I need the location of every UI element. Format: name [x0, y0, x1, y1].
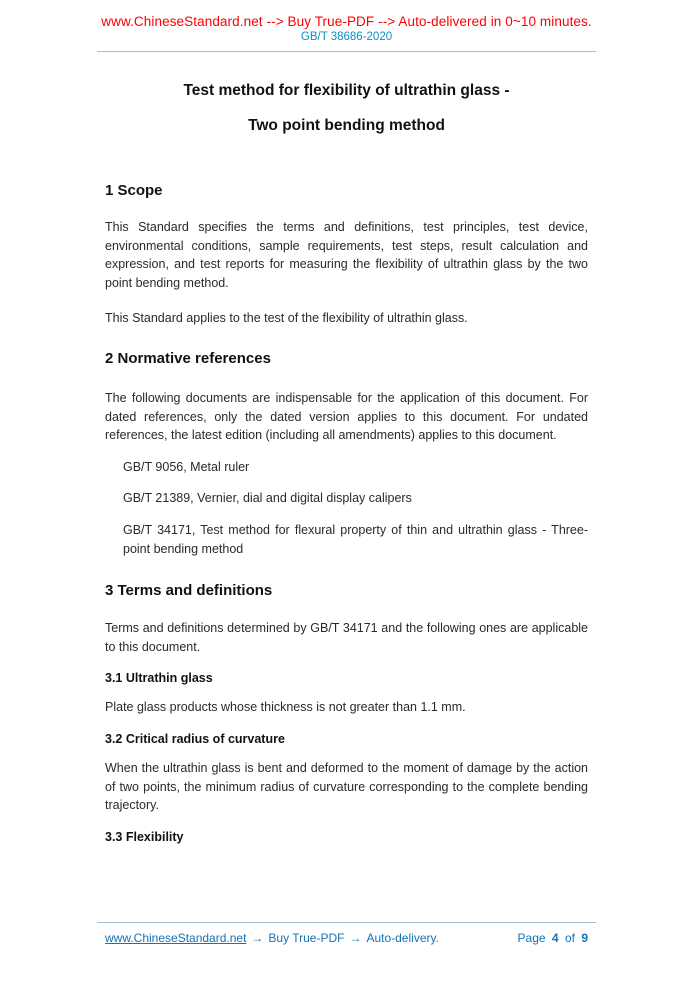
footer-divider: [97, 922, 596, 923]
promo-banner-text: www.ChineseStandard.net --> Buy True-PDF --> Auto-delivered in 0~10 minutes.: [101, 14, 592, 29]
document-title-line1: Test method for flexibility of ultrathin glass -: [183, 82, 510, 99]
reference-item: GB/T 9056, Metal ruler: [123, 459, 250, 474]
page-label: Page: [517, 931, 546, 945]
page-footer: [0, 922, 693, 945]
section-heading-normative-references: 2 Normative references: [105, 349, 271, 367]
section-heading-scope: 1 Scope: [105, 182, 163, 199]
footer-links: [105, 931, 439, 945]
term-heading-flexibility: 3.3 Flexibility: [105, 829, 184, 844]
normative-intro-paragraph: The following documents are indispensable for the application of this document. For dated references, only the dated version applies to this document. For undated references, the latest edition (including all amendments) applies to this document.: [105, 390, 588, 443]
footer-buy-text: Buy True-PDF: [268, 931, 345, 945]
page-of-label: of: [564, 931, 575, 945]
term-heading-critical-radius: 3.2 Critical radius of curvature: [105, 731, 285, 746]
page-total-number: 9: [581, 931, 588, 945]
footer-delivery-text: Auto-delivery.: [366, 931, 439, 945]
arrow-right-icon: →: [349, 931, 362, 945]
term-definition-ultrathin-glass: Plate glass products whose thickness is not greater than 1.1 mm.: [105, 700, 466, 715]
header-divider: [97, 51, 596, 52]
term-definition-critical-radius: When the ultrathin glass is bent and deformed to the moment of damage by the action of two points, the minimum radius of curvature corresponding to the complete bending trajectory.: [105, 760, 588, 813]
terms-intro-paragraph: Terms and definitions determined by GB/T 34171 and the following ones are applicable to this document.: [105, 621, 588, 654]
section-heading-terms-definitions: 3 Terms and definitions: [105, 582, 273, 600]
scope-paragraph-1: This Standard specifies the terms and definitions, test principles, test device, environmental conditions, sample requirements, test steps, result calculation and expression, and test reports for measuring the flexibility of ultrathin glass by the two point bending method.: [105, 220, 588, 290]
reference-item: GB/T 21389, Vernier, dial and digital display calipers: [123, 491, 412, 506]
scope-paragraph-2: This Standard applies to the test of the flexibility of ultrathin glass.: [105, 311, 468, 326]
pdf-page: [0, 14, 693, 994]
page-current-number: 4: [551, 931, 559, 945]
reference-item: GB/T 34171, Test method for flexural property of thin and ultrathin glass - Three-point bending method: [123, 522, 588, 556]
arrow-right-icon: →: [251, 931, 264, 945]
footer-website-link[interactable]: www.ChineseStandard.net: [105, 931, 247, 945]
term-heading-ultrathin-glass: 3.1 Ultrathin glass: [105, 671, 213, 686]
document-body: [0, 82, 693, 844]
page-indicator: [515, 931, 588, 945]
standard-number: GB/T 38686-2020: [300, 31, 393, 43]
document-title-line2: Two point bending method: [248, 117, 445, 134]
